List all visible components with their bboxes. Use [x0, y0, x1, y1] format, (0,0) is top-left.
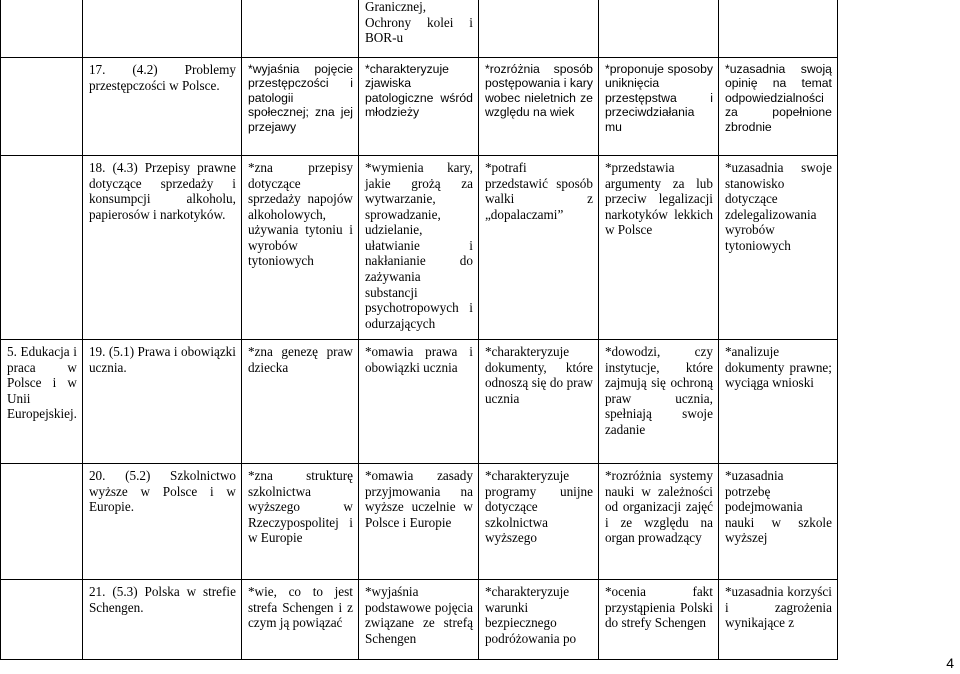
requirement-cell: *rozróżnia systemy nauki w zależności od organizacji zajęć i ze względu na organ prowadzący [598, 464, 718, 580]
requirement-cell: *potrafi przedstawić sposób walki z „dopalaczami” [478, 156, 598, 340]
section-cell [1, 0, 83, 58]
requirement-cell [718, 0, 837, 58]
requirement-cell [241, 0, 358, 58]
section-cell [1, 464, 83, 580]
requirement-cell: *rozróżnia sposób postępowania i kary wobec nieletnich ze względu na wiek [478, 58, 598, 156]
requirement-cell: *przedstawia argumenty za lub przeciw legalizacji narkotyków lekkich w Polsce [598, 156, 718, 340]
requirement-cell: *analizuje dokumenty prawne; wyciąga wnioski [718, 340, 837, 464]
table-row [1, 0, 838, 58]
section-cell: 5. Edukacja i praca w Polsce i w Unii Europejskiej. [1, 340, 83, 464]
requirement-cell: *wyjaśnia podstawowe pojęcia związane ze strefą Schengen [358, 580, 478, 660]
requirement-cell: *charakteryzuje warunki bezpiecznego podróżowania po [478, 580, 598, 660]
requirement-cell: *zna strukturę szkolnictwa wyższego w Rzeczypospolitej i w Europie [241, 464, 358, 580]
topic-cell: 18. (4.3) Przepisy prawne dotyczące sprzedaży i konsumpcji alkoholu, papierosów i narkotyków. [82, 156, 241, 340]
requirement-cell: *zna przepisy dotyczące sprzedaży napojów alkoholowych, używania tytoniu i wyrobów tytoniowych [241, 156, 358, 340]
requirement-cell: *uzasadnia swoje stanowisko dotyczące zdelegalizowania wyrobów tytoniowych [718, 156, 837, 340]
requirement-cell: *wie, co to jest strefa Schengen i z czym ją powiązać [241, 580, 358, 660]
table-row [1, 464, 838, 580]
requirement-cell: *charakteryzuje programy unijne dotyczące szkolnictwa wyższego [478, 464, 598, 580]
section-cell [1, 58, 83, 156]
topic-cell [82, 0, 241, 58]
requirement-cell: *proponuje sposoby uniknięcia przestępstwa i przeciwdziałania mu [598, 58, 718, 156]
table-row [1, 58, 838, 156]
requirement-cell [478, 0, 598, 58]
table-row [1, 156, 838, 340]
requirement-cell: *omawia zasady przyjmowania na wyższe uczelnie w Polsce i Europie [358, 464, 478, 580]
requirement-cell: *uzasadnia potrzebę podejmowania nauki w szkole wyższej [718, 464, 837, 580]
requirement-cell: Granicznej, Ochrony kolei i BOR-u [358, 0, 478, 58]
requirement-cell: *ocenia fakt przystąpienia Polski do strefy Schengen [598, 580, 718, 660]
requirement-cell: *wymienia kary, jakie grożą za wytwarzanie, sprowadzanie, udzielanie, ułatwianie i nakłanianie do zażywania substancji psychotropowych i odurzających [358, 156, 478, 340]
topic-cell: 19. (5.1) Prawa i obowiązki ucznia. [82, 340, 241, 464]
requirement-cell: *omawia prawa i obowiązki ucznia [358, 340, 478, 464]
page-number: 4 [946, 655, 954, 671]
requirement-cell: *dowodzi, czy instytucje, które zajmują się ochroną praw ucznia, spełniają swoje zadanie [598, 340, 718, 464]
topic-cell: 21. (5.3) Polska w strefie Schengen. [82, 580, 241, 660]
topic-cell: 17. (4.2) Problemy przestępczości w Polsce. [82, 58, 241, 156]
table-row [1, 580, 838, 660]
requirement-cell: *zna genezę praw dziecka [241, 340, 358, 464]
requirement-cell: *charakteryzuje dokumenty, które odnoszą się do praw ucznia [478, 340, 598, 464]
requirement-cell: *charakteryzuje zjawiska patologiczne wśród młodzieży [358, 58, 478, 156]
section-cell [1, 580, 83, 660]
requirement-cell [598, 0, 718, 58]
section-cell [1, 156, 83, 340]
requirement-cell: *uzasadnia korzyści i zagrożenia wynikające z [718, 580, 837, 660]
requirement-cell: *uzasadnia swoją opinię na temat odpowiedzialności za popełnione zbrodnie [718, 58, 837, 156]
topic-cell: 20. (5.2) Szkolnictwo wyższe w Polsce i w Europie. [82, 464, 241, 580]
table-row [1, 340, 838, 464]
requirement-cell: *wyjaśnia pojęcie przestępczości i patologii społecznej; zna jej przejawy [241, 58, 358, 156]
